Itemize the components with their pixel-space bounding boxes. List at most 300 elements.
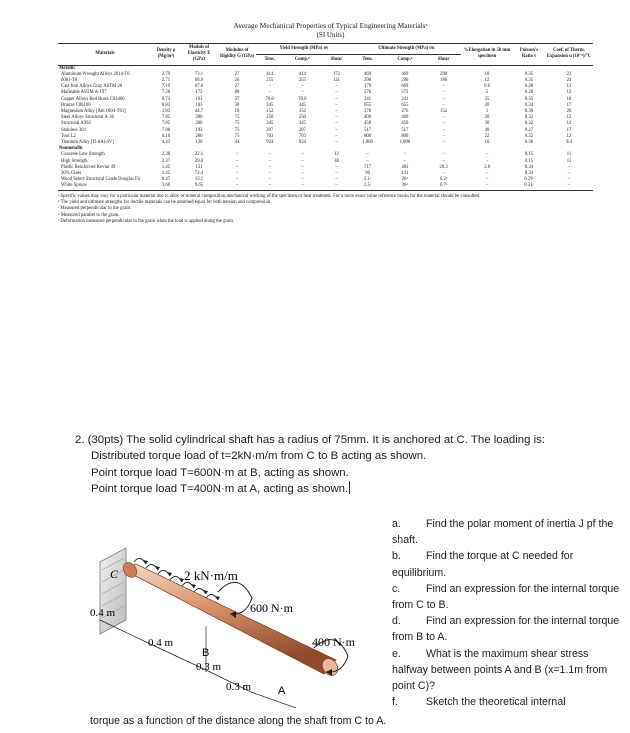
header-rigidity: Modulus of Rigidity G (GPa) xyxy=(218,44,256,66)
material-grade: 2014-T6 xyxy=(113,71,130,77)
table-cell: 3.60 xyxy=(152,183,180,190)
table-cell: 38 xyxy=(334,158,339,164)
dimension-3: 0.3 m xyxy=(196,661,222,673)
table-cell: – xyxy=(284,183,322,190)
table-cell: 17 xyxy=(566,102,572,108)
table-cell: 0.35 xyxy=(524,96,534,102)
table-cell: – xyxy=(301,164,304,170)
table-cell: 22 xyxy=(484,133,490,139)
table-cell: 669 xyxy=(401,84,409,90)
question-f-continuation: torque as a function of the distance along the shaft from C to A. xyxy=(90,715,387,727)
table-cell: 4.43 xyxy=(161,140,171,146)
table-cell: – xyxy=(442,102,445,108)
table-cell: 241 xyxy=(401,96,409,102)
table-cell: 2.71 xyxy=(161,78,171,84)
table-cell: – xyxy=(235,164,239,170)
table-cell: 0.34 xyxy=(524,171,534,177)
table-cell: 255 xyxy=(266,78,274,84)
table-cell: 26 xyxy=(234,78,240,84)
table-cell: 73.1 xyxy=(194,71,204,77)
label-B: B xyxy=(202,647,210,659)
table-cell: – xyxy=(442,133,445,139)
table-cell: – xyxy=(301,171,304,177)
table-cell: 131 xyxy=(332,78,340,84)
problem-statement xyxy=(75,432,615,498)
table-cell: – xyxy=(485,158,489,164)
table-cell: 12 xyxy=(484,78,490,84)
table-cell: 0.15 xyxy=(524,158,534,164)
problem-line-3: Point torque load T=600N·m at B, acting as shown. xyxy=(91,466,349,479)
material-grade: Gray ASTM 20 xyxy=(92,84,123,90)
table-cell: 1 xyxy=(485,109,489,115)
table-cell: 924 xyxy=(266,140,274,146)
table-cell: 0.47 xyxy=(161,177,171,183)
footnote-d: ᵈ Measured parallel to the grain. xyxy=(58,212,120,218)
table-cell: 703 xyxy=(266,133,274,139)
table-cell: 67.0 xyxy=(194,84,204,90)
table-cell: 400 xyxy=(364,115,372,121)
header-density: Density ρ (Mg/m³) xyxy=(152,44,180,66)
problem-line-4-text: Point torque load T=400N·m at A, acting as shown. xyxy=(91,483,349,496)
header-ultimate: Ultimate Strength (MPa) σu xyxy=(352,44,461,55)
question-list xyxy=(392,516,620,710)
wall-support xyxy=(100,548,126,634)
table-cell: – xyxy=(442,127,445,133)
footnote-c: ᶜ Measured perpendicular to the grain. xyxy=(58,206,132,212)
table-cell: 12 xyxy=(566,133,572,139)
table-cell: 469 xyxy=(401,71,409,77)
table-cell: – xyxy=(301,152,304,158)
problem-line-1: 2. (30pts) The solid cylindrical shaft has a radius of 75mm. It is anchored at C. The loading is: xyxy=(75,434,545,446)
table-cell: 290 xyxy=(440,71,448,77)
table-cell: 131 xyxy=(195,164,203,170)
table-row xyxy=(58,183,593,190)
table-cell: 2.8 xyxy=(484,164,490,170)
table-cell: 207 xyxy=(266,127,274,133)
table-cell: 345 xyxy=(298,102,306,108)
table-cell: – xyxy=(335,84,338,90)
table-cell: 131 xyxy=(401,171,409,177)
table-title: Average Mechanical Properties of Typical Engineering Materialsᵃ xyxy=(233,21,428,30)
table-cell: 6.7ᵈ xyxy=(426,183,461,190)
table-cell: 29.0 xyxy=(194,158,204,164)
table-cell: 655 xyxy=(364,102,372,108)
material-grade: Kevlar 49 xyxy=(96,164,116,170)
table-cell: 400 xyxy=(401,115,409,121)
material-name-cell xyxy=(58,183,152,190)
table-cell: 0.35 xyxy=(524,71,534,77)
table-cell: 414 xyxy=(266,71,274,77)
table-cell: 7.85 xyxy=(161,115,171,121)
table-cell: 0.36 xyxy=(524,140,534,146)
table-cell: 72.4 xyxy=(194,171,204,177)
header-yield: Yield Strength (MPa) σy xyxy=(256,44,352,55)
table-cell: – xyxy=(485,152,489,158)
table-cell: 9.4 xyxy=(566,140,572,146)
table-cell: – xyxy=(268,90,271,96)
category-metallic: Metallic xyxy=(59,65,76,71)
table-cell: – xyxy=(268,171,271,177)
table-cell: 0.32 xyxy=(524,133,534,139)
table-cell: 5 xyxy=(485,90,489,96)
table-cell: 152 xyxy=(440,109,448,115)
table-cell: 7.85 xyxy=(161,121,171,127)
table-cell: – xyxy=(442,140,445,146)
material-grade: Red Brass C83400 xyxy=(89,96,125,102)
table-cell: 8.16 xyxy=(161,133,171,139)
table-cell: 2.38 xyxy=(161,152,171,158)
table-cell: – xyxy=(256,183,284,190)
header-elongation: %Elongation in 50 mm specimen xyxy=(461,44,513,66)
label-torque-A: 400 N·m xyxy=(312,635,355,649)
table-cell: 1.45 xyxy=(161,164,171,170)
question-e: e. What is the maximum shear stress halfway between points A and B (x=1.1m from point C)? xyxy=(392,647,608,693)
table-cell: 18 xyxy=(566,96,572,102)
table-cell: 75 xyxy=(234,127,240,133)
table-cell: 152 xyxy=(266,109,274,115)
table-cell: 26ᵈ xyxy=(401,177,408,183)
material-group: Concrete xyxy=(61,152,78,158)
table-cell: 0.6 xyxy=(484,84,490,90)
material-grade: Tool L2 xyxy=(61,133,76,139)
label-torque-B: 600 N·m xyxy=(250,601,293,615)
material-group: Magnesium Alloy xyxy=(61,109,95,115)
table-cell: – xyxy=(235,152,239,158)
table-cell: – xyxy=(335,102,338,108)
table-cell: 16 xyxy=(484,140,490,146)
table-cell: – xyxy=(301,158,304,164)
table-cell: – xyxy=(442,121,445,127)
table-cell: – xyxy=(335,127,338,133)
table-header-row xyxy=(58,44,593,55)
table-cell: 6.2ᵈ xyxy=(439,177,448,183)
header-thermal: Coef. of Therm. Expansion α (10⁻⁶)/°C xyxy=(545,44,593,66)
properties-table xyxy=(58,43,593,191)
table-cell: 800 xyxy=(401,133,409,139)
table-cell: 2.37 xyxy=(161,158,171,164)
table-cell: 35 xyxy=(484,96,490,102)
table-cell: 20 xyxy=(484,102,490,108)
table-cell: 345 xyxy=(266,121,274,127)
table-cell: – xyxy=(403,152,407,158)
table-cell: 2.1ᶜ xyxy=(364,177,372,183)
label-distributed-load: 2 kN·m/m xyxy=(184,568,238,583)
table-cell: 414 xyxy=(298,71,306,77)
table-cell: 1.45 xyxy=(161,171,171,177)
table-cell: 207 xyxy=(298,127,306,133)
material-group: Wood Select Structural Grade xyxy=(61,177,117,183)
table-cell: 703 xyxy=(298,133,306,139)
question-d: d. Find an expression for the internal torque from B to A. xyxy=(392,615,620,644)
table-cell: 655 xyxy=(401,102,409,108)
header-materials: Materials xyxy=(58,44,152,66)
header-yield-shear: Shear xyxy=(321,54,352,65)
table-cell: – xyxy=(335,90,338,96)
table-cell: – xyxy=(268,84,271,90)
table-cell: 75 xyxy=(234,133,240,139)
table-cell: – xyxy=(567,171,571,177)
table-cell: 24 xyxy=(566,78,572,84)
header-yield-tens: Tens. xyxy=(256,54,284,65)
table-cell: – xyxy=(301,90,304,96)
table-cell: – xyxy=(335,133,338,139)
table-cell: 12 xyxy=(566,115,572,121)
table-cell: 572 xyxy=(401,90,409,96)
table-cell: 345 xyxy=(266,102,274,108)
table-cell: 469 xyxy=(364,71,372,77)
table-cell: – xyxy=(235,158,239,164)
table-cell: 90 xyxy=(365,171,370,177)
table-footnotes xyxy=(58,194,593,226)
table-cell: 12 xyxy=(566,84,572,90)
material-group: Plastic Reinforced xyxy=(61,164,96,170)
category-nonmetallic: Nonmetallic xyxy=(59,146,84,152)
table-cell: – xyxy=(485,171,489,177)
table-cell: 12 xyxy=(334,152,339,158)
table-cell: – xyxy=(545,183,593,190)
footnote-e: ᵉ Deformation measured perpendicular to the grain when the load is applied along the grain. xyxy=(58,219,235,225)
table-cell: 517 xyxy=(364,127,372,133)
table-subtitle: (SI Units) xyxy=(316,31,345,39)
table-cell: 68.9 xyxy=(194,78,204,84)
header-yield-comp: Comp.ᵇ xyxy=(284,54,322,65)
table-cell: – xyxy=(442,90,445,96)
table-cell: – xyxy=(268,158,271,164)
table-cell: 75 xyxy=(234,121,240,127)
table-cell: – xyxy=(218,183,256,190)
table-cell: – xyxy=(268,152,271,158)
table-cell: – xyxy=(235,177,239,183)
material-grade: 30% Glass xyxy=(61,171,82,177)
table-cell: 27 xyxy=(234,84,240,90)
material-grade: High Strength xyxy=(61,158,88,164)
table-cell: 17 xyxy=(566,127,572,133)
table-cell: 0.32 xyxy=(524,121,534,127)
material-grade: Structural A992 xyxy=(61,121,91,127)
table-cell: – xyxy=(335,177,338,183)
table-cell: – xyxy=(301,177,304,183)
table-cell: 13.1 xyxy=(194,177,204,183)
table-cell: 276 xyxy=(364,90,372,96)
table-cell: 276 xyxy=(364,109,372,115)
table-cell: 276 xyxy=(401,109,409,115)
question-f: f. Sketch the theoretical internal xyxy=(392,696,566,709)
table-cell: 68 xyxy=(234,90,240,96)
table-cell: 2.5ᶜ xyxy=(352,183,384,190)
table-cell: 23 xyxy=(566,71,572,77)
table-cell: 800 xyxy=(364,133,372,139)
table-cell: 22.1 xyxy=(194,152,204,158)
table-cell: – xyxy=(335,140,338,146)
footnote-a: ᵃ Specific values may vary for a particular material due to alloy or mineral composition,mechanical working of the specimen,or heat treatment. For a more exact value reference books for the material should be consulted. xyxy=(58,193,481,199)
shaft-diagram xyxy=(86,508,386,708)
material-group: Copper Alloys xyxy=(61,96,89,102)
table-cell: 36ᵈ xyxy=(383,183,426,190)
table-cell: – xyxy=(268,164,271,170)
table-cell: 30 xyxy=(484,115,490,121)
table-cell: 290 xyxy=(401,78,409,84)
table-cell: – xyxy=(335,96,338,102)
table-cell: 172 xyxy=(195,90,203,96)
table-cell: – xyxy=(567,164,571,170)
table-cell: 2.79 xyxy=(161,71,171,77)
table-cell: 1,000 xyxy=(399,140,411,146)
table-cell: 200 xyxy=(195,115,203,121)
table-cell: 200 xyxy=(195,121,203,127)
table-cell: 26 xyxy=(566,109,572,115)
table-cell: – xyxy=(321,183,352,190)
table-cell: 40 xyxy=(484,127,490,133)
material-grade: 6061-T6 xyxy=(61,78,78,84)
table-cell: – xyxy=(442,152,445,158)
table-cell: 11 xyxy=(566,152,572,158)
question-a: a. Find the polar moment of inertia J pf the shaft. xyxy=(392,518,614,547)
category-row-metallic xyxy=(58,65,593,72)
table-cell: – xyxy=(442,115,445,121)
table-cell: – xyxy=(366,158,369,164)
table-cell: 7.28 xyxy=(161,90,171,96)
header-elastic: Moduls of Elasticity E (GPa) xyxy=(180,44,218,66)
table-cell: 290 xyxy=(364,78,372,84)
problem-line-4[interactable] xyxy=(75,481,615,497)
table-cell: 11 xyxy=(566,158,572,164)
table-cell: 27 xyxy=(234,71,240,77)
table-cell: 120 xyxy=(195,140,203,146)
table-cell: 241 xyxy=(364,96,372,102)
table-cell: – xyxy=(442,96,445,102)
material-grade: Stainless 304 xyxy=(61,127,86,133)
table-cell: 345 xyxy=(298,121,306,127)
material-grade: Structural A-36 xyxy=(84,115,114,121)
table-cell: – xyxy=(335,164,338,170)
material-group: Aluminum Wrought Alloys xyxy=(61,71,113,77)
table-cell: 0.28 xyxy=(524,84,534,90)
table-cell: 8.74 xyxy=(161,96,171,102)
header-ult-tens: Tens. xyxy=(352,54,384,65)
table-cell: 0.32 xyxy=(524,115,534,121)
table-cell: 44.7 xyxy=(194,109,204,115)
header-ult-shear: Shear xyxy=(426,54,461,65)
text-cursor xyxy=(349,481,350,494)
table-cell: 450 xyxy=(401,121,409,127)
table-cell: – xyxy=(567,177,571,183)
table-cell: 103 xyxy=(195,102,203,108)
table-cell: 1,000 xyxy=(362,140,373,146)
table-cell: 152 xyxy=(298,109,306,115)
table-cell: – xyxy=(235,171,239,177)
table-cell: 172 xyxy=(332,71,340,77)
table-cell: 30 xyxy=(484,121,490,127)
table-cell: 70.0 xyxy=(298,96,307,102)
table-cell: 101 xyxy=(195,96,203,102)
table-cell: 0.29ᶜ xyxy=(524,177,534,183)
table-cell: 250 xyxy=(266,115,274,121)
header-ult-comp: Comp.ᵇ xyxy=(383,54,426,65)
table-cell: – xyxy=(461,183,513,190)
table-cell: 179 xyxy=(364,84,372,90)
table-cell: – xyxy=(301,84,304,90)
table-cell: 12 xyxy=(566,90,572,96)
label-A: A xyxy=(278,685,286,697)
table-cell: – xyxy=(442,171,445,177)
table-cell: 0.15 xyxy=(524,152,534,158)
material-grade: Douglas Fir xyxy=(118,177,141,183)
table-cell: 0.27 xyxy=(524,127,534,133)
table-cell: 200 xyxy=(195,133,203,139)
materials-table-section xyxy=(58,20,603,226)
table-cell: 924 xyxy=(298,140,306,146)
table-cell: 717 xyxy=(364,164,372,170)
table-cell: 255 xyxy=(298,78,306,84)
table-cell: 0.35 xyxy=(524,78,534,84)
table-cell: 75 xyxy=(234,115,240,121)
material-grade: [Am 1004-T61] xyxy=(95,109,126,115)
table-cell: 10 xyxy=(484,71,490,77)
table-cell: 9.65 xyxy=(180,183,218,190)
dimension-2: 0.4 m xyxy=(148,637,174,649)
table-cell: – xyxy=(442,158,445,164)
table-cell: 450 xyxy=(364,121,372,127)
material-grade: Low Strength xyxy=(79,152,105,158)
table-cell: – xyxy=(335,171,338,177)
table-cell: – xyxy=(442,84,445,90)
table-cell: 18 xyxy=(234,109,240,115)
dimension-1: 0.4 m xyxy=(90,607,116,619)
table-cell: 20.3 xyxy=(439,164,448,170)
material-grade: [Ti-6Al-4V] xyxy=(90,140,114,146)
table-cell: 8.83 xyxy=(161,102,171,108)
table-cell: – xyxy=(366,152,369,158)
table-cell: 186 xyxy=(440,78,448,84)
table-cell: 38 xyxy=(234,102,240,108)
footnote-b: ᵇ The yield and ultimate strengths for ductile materials can be assumed equal for both tension and compression. xyxy=(58,200,272,206)
table-cell: 483 xyxy=(401,164,409,170)
dimension-4: 0.3 m xyxy=(226,681,252,693)
question-c: c. Find an expression for the internal torque from C to B. xyxy=(392,582,620,612)
table-cell: – xyxy=(485,177,489,183)
table-cell: 193 xyxy=(195,127,203,133)
material-grade: White Spruce xyxy=(61,183,87,189)
table-cell: 7.86 xyxy=(161,127,171,133)
table-cell: 0.31ᶜ xyxy=(513,183,545,190)
table-cell: – xyxy=(335,115,338,121)
table-cell: 0.30 xyxy=(524,109,534,115)
table-cell: 7.19 xyxy=(161,84,171,90)
table-cell: 37 xyxy=(234,96,240,102)
table-body xyxy=(58,65,593,190)
question-b: b. Find the torque at C needed for equilibrium. xyxy=(392,550,574,579)
table-cell: 1.83 xyxy=(161,109,171,115)
table-cell: 0.34 xyxy=(524,164,534,170)
table-cell: 12 xyxy=(566,121,572,127)
table-cell: 0.34 xyxy=(524,102,534,108)
table-cell: 44 xyxy=(234,140,240,146)
material-group: Cast Iron Alloys xyxy=(61,84,92,90)
material-grade: Bronze C86100 xyxy=(61,102,91,108)
header-poisson: Poisson's Ratio ν xyxy=(513,44,545,66)
material-group: Titanium Alloy xyxy=(61,140,90,146)
problem-line-2: Distributed torque load of t=2kN·m/m from C to B acting as shown. xyxy=(91,450,427,463)
table-cell: – xyxy=(268,177,271,183)
table-cell: 517 xyxy=(401,127,409,133)
table-cell: 0.28 xyxy=(524,90,534,96)
label-C: C xyxy=(110,567,119,581)
table-cell: 70.0 xyxy=(265,96,274,102)
table-cell: – xyxy=(403,158,407,164)
table-cell: – xyxy=(335,121,338,127)
material-grade: Malleable ASTM A-197 xyxy=(61,90,107,96)
table-cell: – xyxy=(335,109,338,115)
